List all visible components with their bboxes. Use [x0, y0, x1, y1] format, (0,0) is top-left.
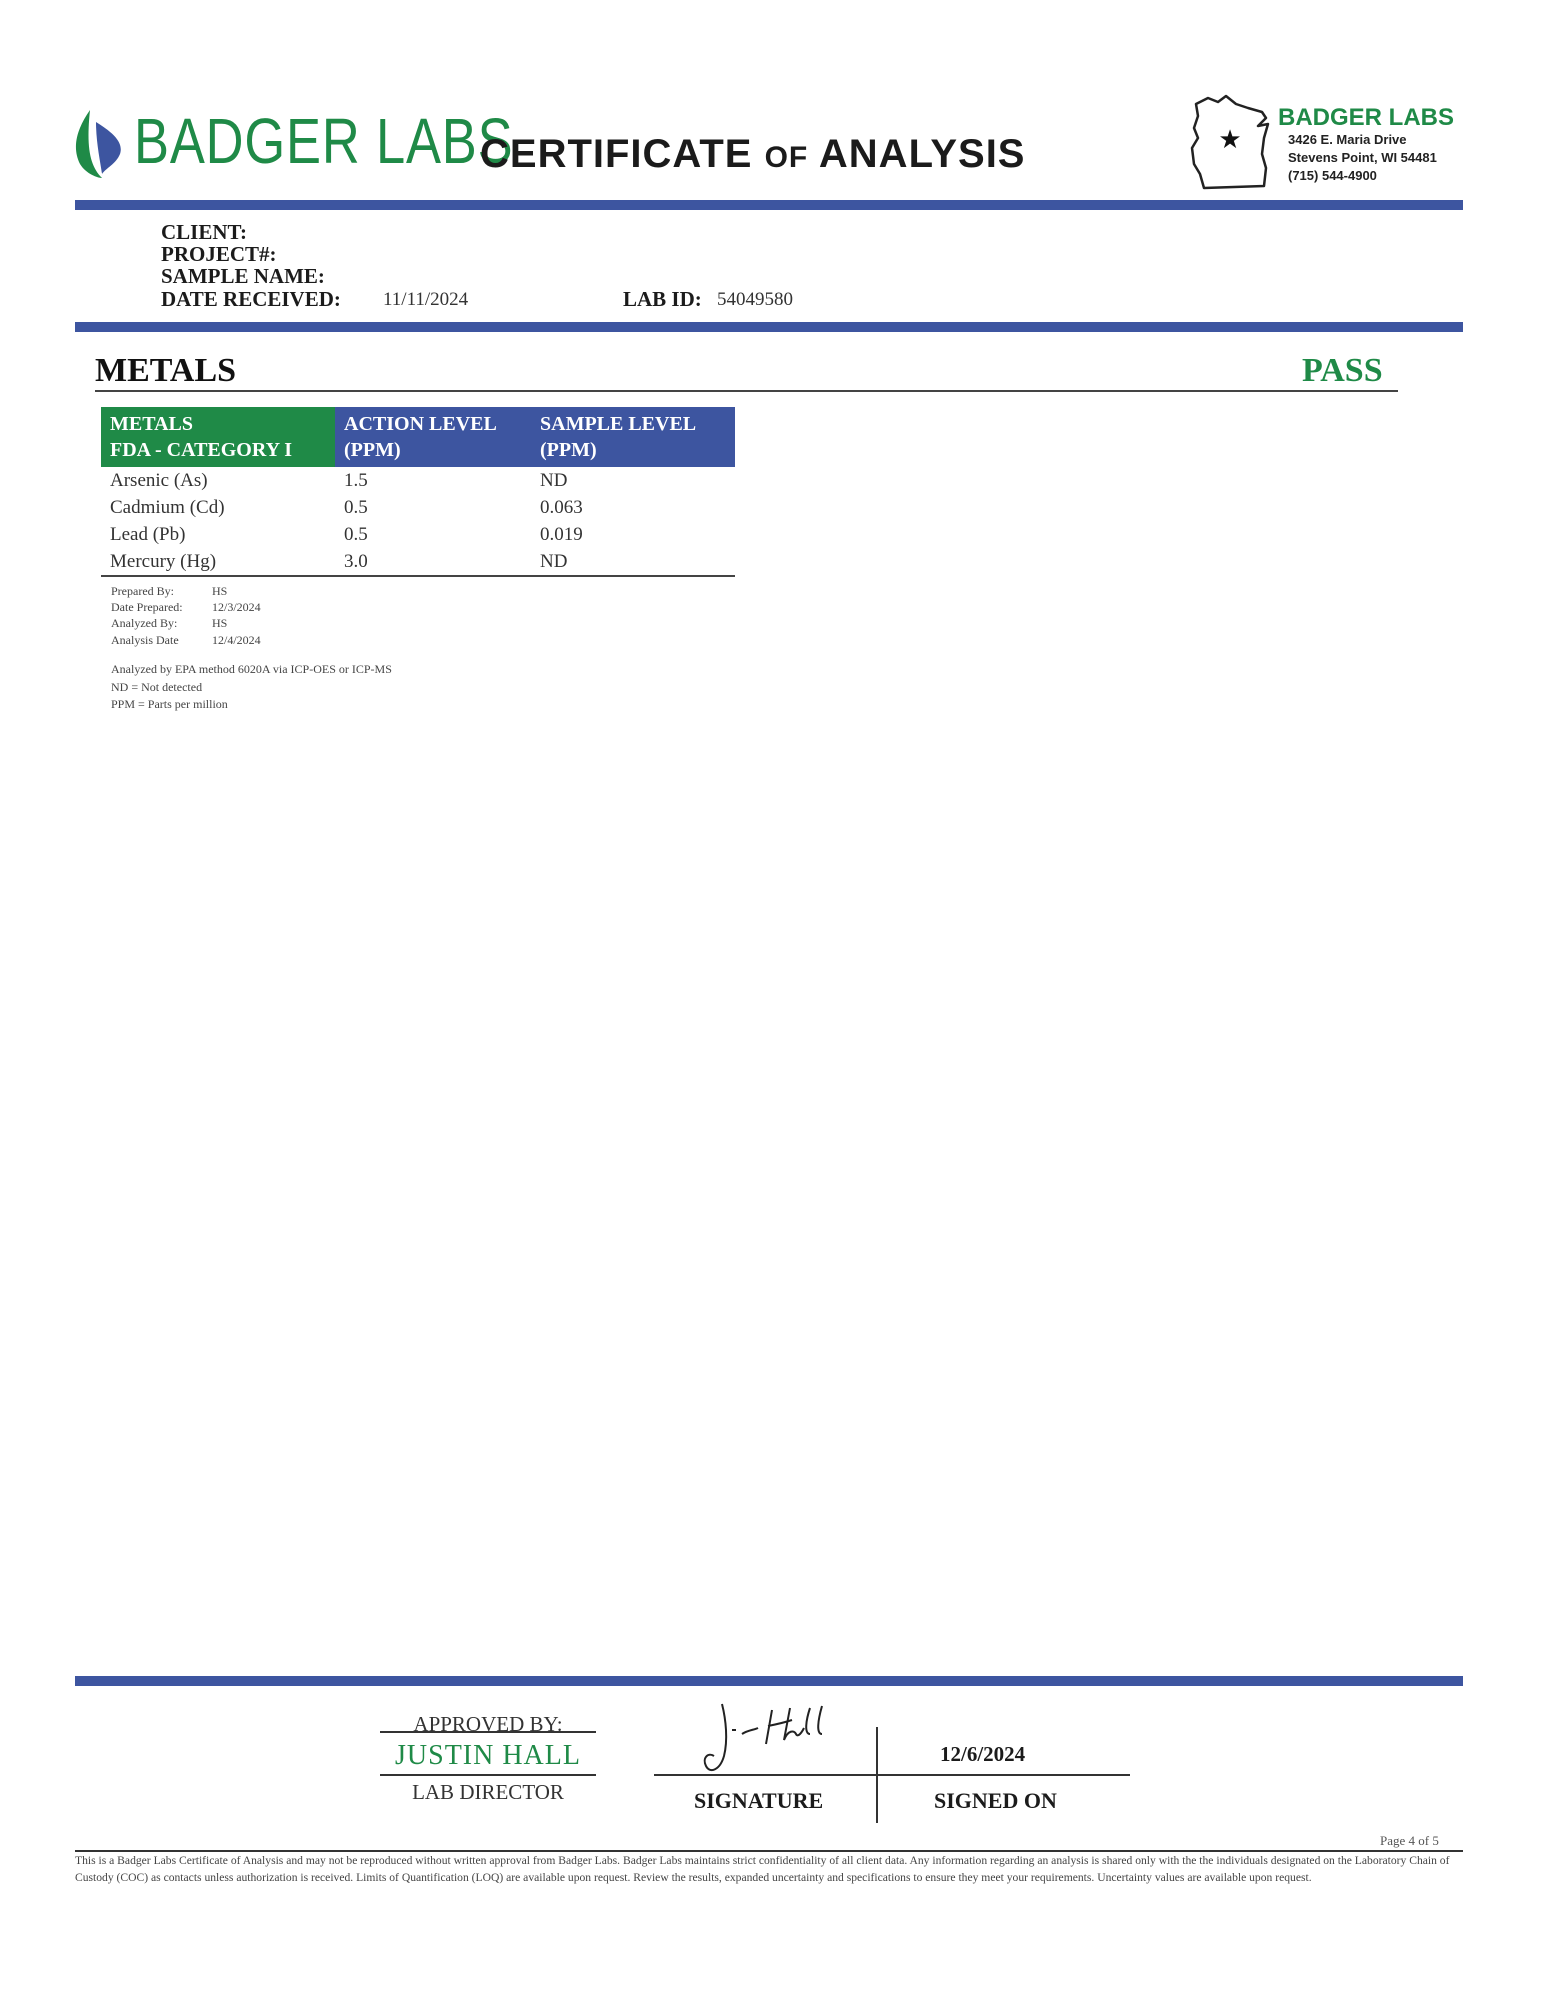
approved-rule-bottom: [380, 1774, 596, 1776]
company-name: BADGER LABS: [1278, 104, 1455, 131]
section-title: METALS: [95, 352, 237, 389]
metal-name: Lead (Pb): [110, 524, 186, 545]
table-row: [101, 494, 735, 521]
client-divider: [75, 322, 1463, 332]
address-line-2: Stevens Point, WI 54481: [1288, 150, 1437, 165]
date-prepared-label: Date Prepared:: [111, 600, 183, 614]
table-row: [101, 548, 735, 576]
lab-id-label: LAB ID:: [623, 287, 702, 311]
analysis-date-label: Analysis Date: [111, 633, 179, 647]
metal-name: Cadmium (Cd): [110, 497, 225, 518]
sample-name-label: SAMPLE NAME:: [161, 264, 325, 288]
metal-name: Mercury (Hg): [101, 548, 335, 576]
method-note: Analyzed by EPA method 6020A via ICP-OES or ICP-MS: [111, 662, 392, 676]
date-received-label: DATE RECEIVED:: [161, 287, 341, 311]
signed-on-label: SIGNED ON: [934, 1788, 1057, 1813]
address-line-1: 3426 E. Maria Drive: [1288, 132, 1407, 147]
page-number: Page 4 of 5: [1380, 1833, 1439, 1848]
action-level: 0.5: [344, 524, 368, 545]
analyzed-by-value: HS: [212, 616, 228, 630]
analyzed-by-label: Analyzed By:: [111, 616, 178, 630]
lab-id-value: 54049580: [717, 289, 793, 310]
approver-name: JUSTIN HALL: [395, 1740, 581, 1771]
signature-divider: [876, 1727, 878, 1823]
table-header-row: [101, 407, 735, 467]
project-label: PROJECT#:: [161, 242, 277, 266]
ppm-note: PPM = Parts per million: [111, 697, 228, 711]
signature-rule: [654, 1774, 1130, 1776]
phone-number: (715) 544-4900: [1288, 168, 1377, 183]
logo-wordmark: BADGER LABS: [134, 105, 514, 177]
svg-text:★: ★: [1218, 125, 1242, 155]
table-row: [101, 521, 735, 548]
metals-results-table: [101, 407, 735, 577]
pass-status-badge: PASS: [1302, 352, 1383, 389]
badger-labs-leaf-logo-icon: [72, 108, 128, 180]
sample-level: ND: [531, 548, 735, 576]
metal-name: Arsenic (As): [110, 470, 208, 491]
sample-level: 0.019: [540, 524, 583, 545]
prepared-by-value: HS: [212, 584, 228, 598]
signed-on-date: 12/6/2024: [940, 1742, 1026, 1766]
approved-by-label: APPROVED BY:: [413, 1712, 563, 1736]
footer-divider: [75, 1676, 1463, 1686]
date-prepared-value: 12/3/2024: [212, 600, 261, 614]
action-level: 1.5: [344, 470, 368, 491]
analysis-date-value: 12/4/2024: [212, 633, 261, 647]
header-divider: [75, 200, 1463, 210]
action-level: 3.0: [335, 548, 531, 576]
sample-level: 0.063: [540, 497, 583, 518]
disclaimer-text: This is a Badger Labs Certificate of Analysis and may not be reproduced without written approval from Badger Labs. Badger Labs maintains strict confidentiality of all client data. Any information regarding an analysis is shared only with the the individuals designated on the Laboratory Chain of Custody (COC) as contacts unless authorization is received. Limits of Quantification (LOQ) are available upon request. Review the results, expanded uncertainty and specifications to ensure they meet your requirements. Uncertainty values are available upon request.: [75, 1854, 1450, 1884]
client-label: CLIENT:: [161, 220, 247, 244]
table-row: [101, 467, 735, 494]
prepared-by-label: Prepared By:: [111, 584, 174, 598]
nd-note: ND = Not detected: [111, 680, 203, 694]
signature-label: SIGNATURE: [694, 1788, 824, 1813]
column-header-action-level: ACTION LEVEL (PPM): [335, 407, 531, 467]
document-title: CERTIFICATE OF ANALYSIS: [480, 132, 1026, 176]
wisconsin-map-icon: [1188, 94, 1278, 192]
handwritten-signature: [692, 1700, 852, 1780]
sample-level: ND: [540, 470, 568, 491]
column-header-sample-level: SAMPLE LEVEL (PPM): [531, 407, 735, 467]
section-rule: [95, 390, 1398, 392]
column-header-metals: METALS FDA - CATEGORY I: [101, 407, 335, 467]
date-received-value: 11/11/2024: [383, 289, 469, 310]
approver-role: LAB DIRECTOR: [412, 1780, 564, 1804]
action-level: 0.5: [344, 497, 368, 518]
